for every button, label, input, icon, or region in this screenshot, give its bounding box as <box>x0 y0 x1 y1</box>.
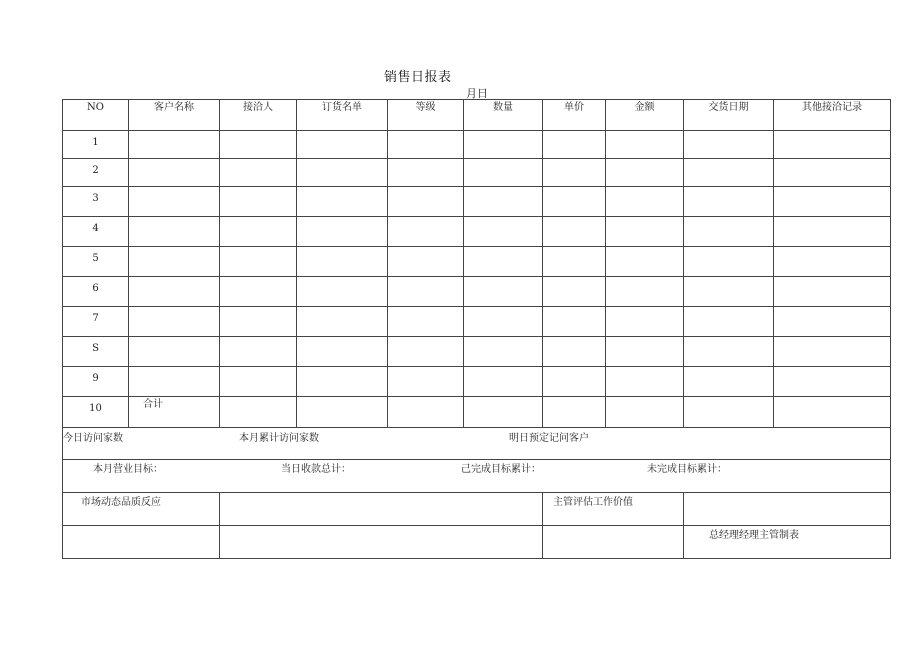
table-cell[interactable] <box>220 217 297 247</box>
table-cell[interactable] <box>543 187 606 217</box>
customer-name-cell[interactable] <box>129 277 220 307</box>
row-number: S <box>63 337 129 367</box>
supervisor-eval-label: 主管评估工作价值 <box>543 493 684 526</box>
market-feedback-value <box>220 493 543 526</box>
table-cell[interactable] <box>606 159 684 187</box>
table-row <box>63 337 891 367</box>
table-cell[interactable] <box>774 367 891 397</box>
table-cell[interactable] <box>297 247 388 277</box>
table-row <box>63 159 891 187</box>
table-cell[interactable] <box>388 217 464 247</box>
table-cell[interactable] <box>220 367 297 397</box>
table-cell[interactable] <box>774 131 891 159</box>
table-cell[interactable] <box>684 159 774 187</box>
header-quantity: 数量 <box>464 100 543 131</box>
header-unit-price: 单价 <box>543 100 606 131</box>
row-number: 7 <box>63 307 129 337</box>
table-cell[interactable] <box>684 187 774 217</box>
table-cell[interactable] <box>220 337 297 367</box>
row-number: 6 <box>63 277 129 307</box>
table-cell[interactable] <box>774 337 891 367</box>
table-cell[interactable] <box>297 131 388 159</box>
table-cell[interactable] <box>543 397 606 428</box>
table-cell[interactable] <box>684 131 774 159</box>
customer-name-cell[interactable] <box>129 131 220 159</box>
table-cell[interactable] <box>220 307 297 337</box>
table-cell[interactable] <box>543 159 606 187</box>
table-cell[interactable] <box>606 247 684 277</box>
table-cell[interactable] <box>774 187 891 217</box>
table-cell[interactable] <box>297 337 388 367</box>
table-cell[interactable] <box>464 367 543 397</box>
table-cell[interactable] <box>464 217 543 247</box>
table-cell[interactable] <box>606 277 684 307</box>
header-delivery-date: 交货日期 <box>684 100 774 131</box>
month-visits-label: 本月累计访问家数 <box>239 433 319 444</box>
table-cell[interactable] <box>774 247 891 277</box>
table-cell[interactable] <box>220 159 297 187</box>
row-number: 1 <box>63 131 129 159</box>
table-row <box>63 247 891 277</box>
header-no: NO <box>63 100 129 131</box>
row-number: 5 <box>63 247 129 277</box>
customer-name-cell[interactable]: 合计 <box>129 397 220 428</box>
table-cell[interactable] <box>684 217 774 247</box>
table-cell[interactable] <box>220 247 297 277</box>
table-cell[interactable] <box>774 159 891 187</box>
customer-name-cell[interactable] <box>129 159 220 187</box>
table-cell[interactable] <box>543 307 606 337</box>
table-cell[interactable] <box>606 337 684 367</box>
table-cell[interactable] <box>684 307 774 337</box>
signoff-blank-1 <box>63 526 220 559</box>
header-row <box>63 100 891 131</box>
table-cell[interactable] <box>606 307 684 337</box>
signoff-label: 总经理经理主管制表 <box>684 526 891 559</box>
table-cell[interactable] <box>464 397 543 428</box>
customer-name-cell[interactable] <box>129 217 220 247</box>
row-number: 3 <box>63 187 129 217</box>
table-cell[interactable] <box>297 307 388 337</box>
header-other-notes: 其他接洽记录 <box>774 100 891 131</box>
row-number: 2 <box>63 159 129 187</box>
table-row <box>63 397 891 428</box>
table-cell[interactable] <box>543 131 606 159</box>
table-cell[interactable] <box>543 367 606 397</box>
table-cell[interactable] <box>388 159 464 187</box>
date-label: 月日 <box>466 87 488 100</box>
feedback-row <box>63 493 891 526</box>
customer-name-cell[interactable] <box>129 247 220 277</box>
table-cell[interactable] <box>774 307 891 337</box>
tomorrow-plan-label: 明日预定记问客户 <box>509 433 589 444</box>
table-cell[interactable] <box>388 131 464 159</box>
table-cell[interactable] <box>606 217 684 247</box>
customer-name-cell[interactable] <box>129 187 220 217</box>
table-cell[interactable] <box>684 247 774 277</box>
table-cell[interactable] <box>774 217 891 247</box>
signoff-row <box>63 526 891 559</box>
table-cell[interactable] <box>684 397 774 428</box>
signoff-blank-3 <box>543 526 684 559</box>
table-cell[interactable] <box>297 187 388 217</box>
table-cell[interactable] <box>220 131 297 159</box>
table-cell[interactable] <box>388 337 464 367</box>
month-target-label: 本月营业目标： <box>93 464 163 475</box>
header-grade: 等级 <box>388 100 464 131</box>
market-feedback-label: 市场动态品质反应 <box>63 493 220 526</box>
row-number: 10 <box>63 397 129 428</box>
table-cell[interactable] <box>684 367 774 397</box>
header-customer-name: 客户名称 <box>129 100 220 131</box>
day-collection-label: 当日收款总计： <box>281 464 351 475</box>
header-order-list: 订货名单 <box>297 100 388 131</box>
table-cell[interactable] <box>464 307 543 337</box>
sales-report-table <box>62 99 891 559</box>
table-cell[interactable] <box>543 247 606 277</box>
table-cell[interactable] <box>464 337 543 367</box>
table-cell[interactable] <box>388 187 464 217</box>
today-visits-label: 今日访问家数 <box>63 433 123 444</box>
table-cell[interactable] <box>464 247 543 277</box>
customer-name-cell[interactable] <box>129 367 220 397</box>
table-cell[interactable] <box>684 337 774 367</box>
signoff-blank-2 <box>220 526 543 559</box>
customer-name-cell[interactable] <box>129 337 220 367</box>
table-row <box>63 307 891 337</box>
header-amount: 金额 <box>606 100 684 131</box>
table-cell[interactable] <box>388 307 464 337</box>
table-cell[interactable] <box>220 277 297 307</box>
table-cell[interactable] <box>543 337 606 367</box>
table-cell[interactable] <box>606 397 684 428</box>
table-row <box>63 131 891 159</box>
row-number: 4 <box>63 217 129 247</box>
completed-target-label: 己完成目标累计： <box>461 464 541 475</box>
table-cell[interactable] <box>464 159 543 187</box>
table-cell[interactable] <box>606 367 684 397</box>
table-cell[interactable] <box>774 397 891 428</box>
table-cell[interactable] <box>388 367 464 397</box>
table-cell[interactable] <box>464 187 543 217</box>
table-cell[interactable] <box>543 217 606 247</box>
table-row <box>63 367 891 397</box>
table-cell[interactable] <box>297 367 388 397</box>
table-cell[interactable] <box>388 247 464 277</box>
table-cell[interactable] <box>220 397 297 428</box>
table-cell[interactable] <box>774 277 891 307</box>
table-cell[interactable] <box>606 187 684 217</box>
table-cell[interactable] <box>606 131 684 159</box>
customer-name-cell[interactable] <box>129 307 220 337</box>
table-cell[interactable] <box>464 277 543 307</box>
table-row <box>63 217 891 247</box>
supervisor-eval-value <box>684 493 891 526</box>
table-cell[interactable] <box>220 187 297 217</box>
table-cell[interactable] <box>684 277 774 307</box>
uncompleted-target-label: 未完成目标累计： <box>647 464 727 475</box>
table-row <box>63 187 891 217</box>
table-cell[interactable] <box>297 277 388 307</box>
report-title: 销售日报表 <box>384 70 452 85</box>
table-cell[interactable] <box>297 159 388 187</box>
targets-row <box>63 460 891 493</box>
table-cell[interactable] <box>297 397 388 428</box>
row-number: 9 <box>63 367 129 397</box>
header-contact-person: 接洽人 <box>220 100 297 131</box>
table-cell[interactable] <box>388 397 464 428</box>
table-cell[interactable] <box>543 277 606 307</box>
visits-row <box>63 428 891 460</box>
table-row <box>63 277 891 307</box>
table-cell[interactable] <box>388 277 464 307</box>
table-cell[interactable] <box>464 131 543 159</box>
table-cell[interactable] <box>297 217 388 247</box>
